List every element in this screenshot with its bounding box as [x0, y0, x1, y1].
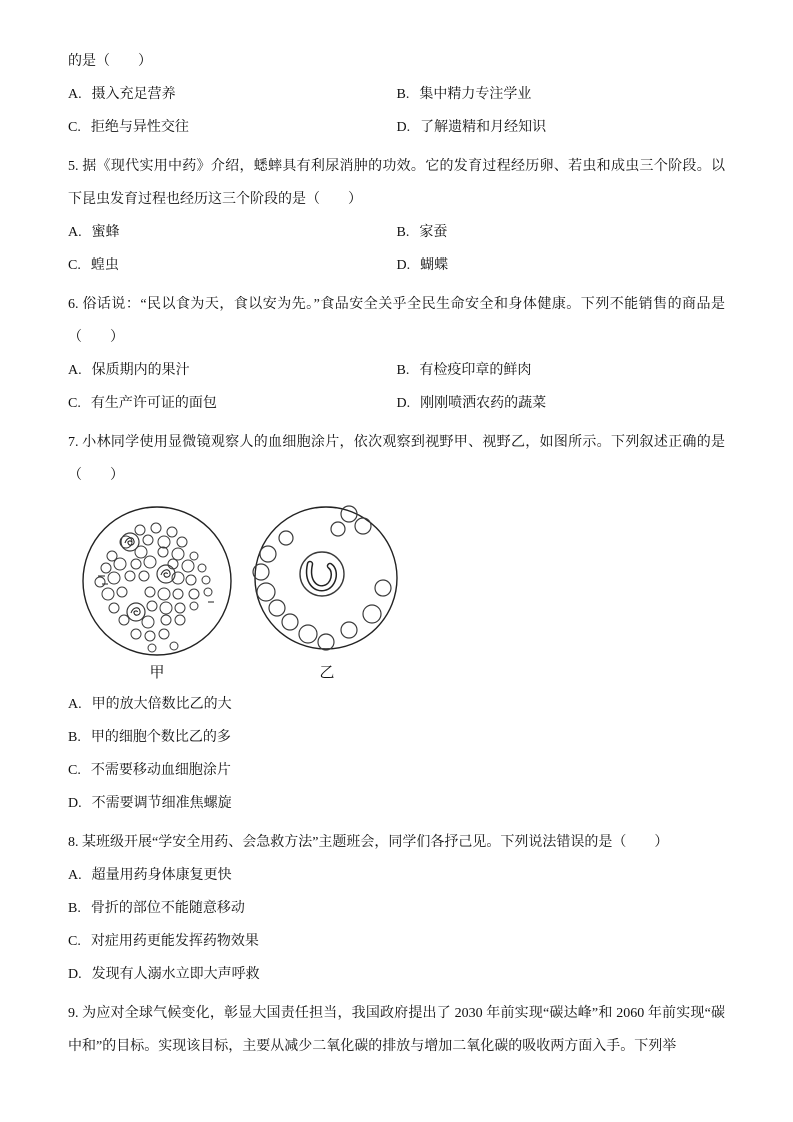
option-c [68, 249, 397, 282]
option-label: A. [68, 868, 82, 883]
option-text: 发现有人溺水立即大声呼救 [91, 967, 260, 982]
option-b [397, 216, 726, 249]
microscope-field-yi-figure [252, 502, 402, 660]
options-grid [68, 216, 725, 282]
question-stem: 的是（ ） [68, 54, 152, 69]
option-label: D. [396, 396, 411, 411]
option-a [68, 216, 397, 249]
option-c [68, 925, 725, 958]
option-text: 有生产许可证的面包 [90, 396, 217, 411]
question-stem: 6. 俗话说：“民以食为天，食以安为先。”食品安全关乎全民生命安全和身体健康。下列不能销售的商品是（ ） [68, 297, 725, 345]
option-text: 对症用药更能发挥药物效果 [90, 934, 259, 949]
question-7 [68, 426, 725, 820]
microscope-field-yi [252, 502, 402, 686]
option-d [68, 787, 725, 820]
option-label: A. [68, 225, 82, 240]
option-text: 家蚕 [419, 225, 448, 240]
option-label: D. [396, 258, 411, 273]
option-label: A. [68, 363, 82, 378]
question-5 [68, 150, 725, 282]
option-text: 蜜蜂 [91, 225, 120, 240]
option-label: D. [396, 120, 411, 135]
field-label-yi: 乙 [319, 665, 335, 681]
options-list [68, 859, 725, 991]
option-d [68, 958, 725, 991]
option-d [397, 111, 726, 144]
option-label: C. [68, 258, 81, 273]
option-a [68, 78, 397, 111]
option-c [68, 754, 725, 787]
option-text: 拒绝与异性交往 [90, 120, 189, 135]
option-text: 刚刚喷洒农药的蔬菜 [420, 396, 547, 411]
option-text: 有检疫印章的鲜肉 [419, 363, 532, 378]
question-stem: 9. 为应对全球气候变化，彰显大国责任担当，我国政府提出了 2030 年前实现“碳达峰”和 2060 年前实现“碳中和”的目标。实现该目标，主要从减少二氧化碳的排放与增加二氧化碳的吸收两方面入手。下列举 [68, 1006, 725, 1054]
microscope-field-jia-figure [78, 502, 236, 660]
microscope-figure [78, 502, 725, 686]
field-label-jia: 甲 [149, 665, 165, 681]
option-label: C. [68, 396, 81, 411]
option-text: 骨折的部位不能随意移动 [90, 901, 245, 916]
option-label: B. [396, 363, 410, 378]
option-label: A. [68, 697, 82, 712]
option-b [68, 721, 725, 754]
option-label: D. [68, 967, 82, 982]
option-label: C. [68, 934, 81, 949]
option-text: 保质期内的果汁 [91, 363, 190, 378]
option-text: 不需要调节细准焦螺旋 [91, 796, 232, 811]
question-6 [68, 288, 725, 420]
option-text: 摄入充足营养 [91, 87, 176, 102]
question-4-fragment [68, 45, 725, 144]
options-grid [68, 78, 725, 144]
option-text: 不需要移动血细胞涂片 [90, 763, 231, 778]
microscope-field-jia [78, 502, 236, 686]
option-label: C. [68, 120, 81, 135]
option-text: 蝴蝶 [420, 258, 449, 273]
option-text: 集中精力专注学业 [419, 87, 532, 102]
option-a [68, 688, 725, 721]
option-a [68, 354, 397, 387]
option-c [68, 387, 397, 420]
option-text: 了解遗精和月经知识 [420, 120, 547, 135]
option-b [397, 354, 726, 387]
option-label: B. [68, 901, 81, 916]
options-list [68, 688, 725, 820]
option-label: D. [68, 796, 82, 811]
option-text: 甲的细胞个数比乙的多 [90, 730, 231, 745]
question-8 [68, 826, 725, 991]
option-label: C. [68, 763, 81, 778]
option-d [397, 387, 726, 420]
option-b [68, 892, 725, 925]
option-text: 甲的放大倍数比乙的大 [91, 697, 232, 712]
question-stem: 8. 某班级开展“学安全用药、会急救方法”主题班会，同学们各抒己见。下列说法错误的是（ ） [68, 835, 669, 850]
question-stem: 5. 据《现代实用中药》介绍，蟋蟀具有利尿消肿的功效。它的发育过程经历卵、若虫和成虫三个阶段。以下昆虫发育过程也经历这三个阶段的是（ ） [68, 159, 725, 207]
option-label: B. [68, 730, 81, 745]
options-grid [68, 354, 725, 420]
option-label: B. [396, 225, 410, 240]
question-stem: 7. 小林同学使用显微镜观察人的血细胞涂片，依次观察到视野甲、视野乙，如图所示。下列叙述正确的是（ ） [68, 435, 725, 483]
option-text: 蝗虫 [90, 258, 119, 273]
option-b [397, 78, 726, 111]
question-9-fragment [68, 997, 725, 1063]
option-c [68, 111, 397, 144]
option-a [68, 859, 725, 892]
option-d [397, 249, 726, 282]
option-label: A. [68, 87, 82, 102]
option-text: 超量用药身体康复更快 [91, 868, 232, 883]
option-label: B. [396, 87, 410, 102]
